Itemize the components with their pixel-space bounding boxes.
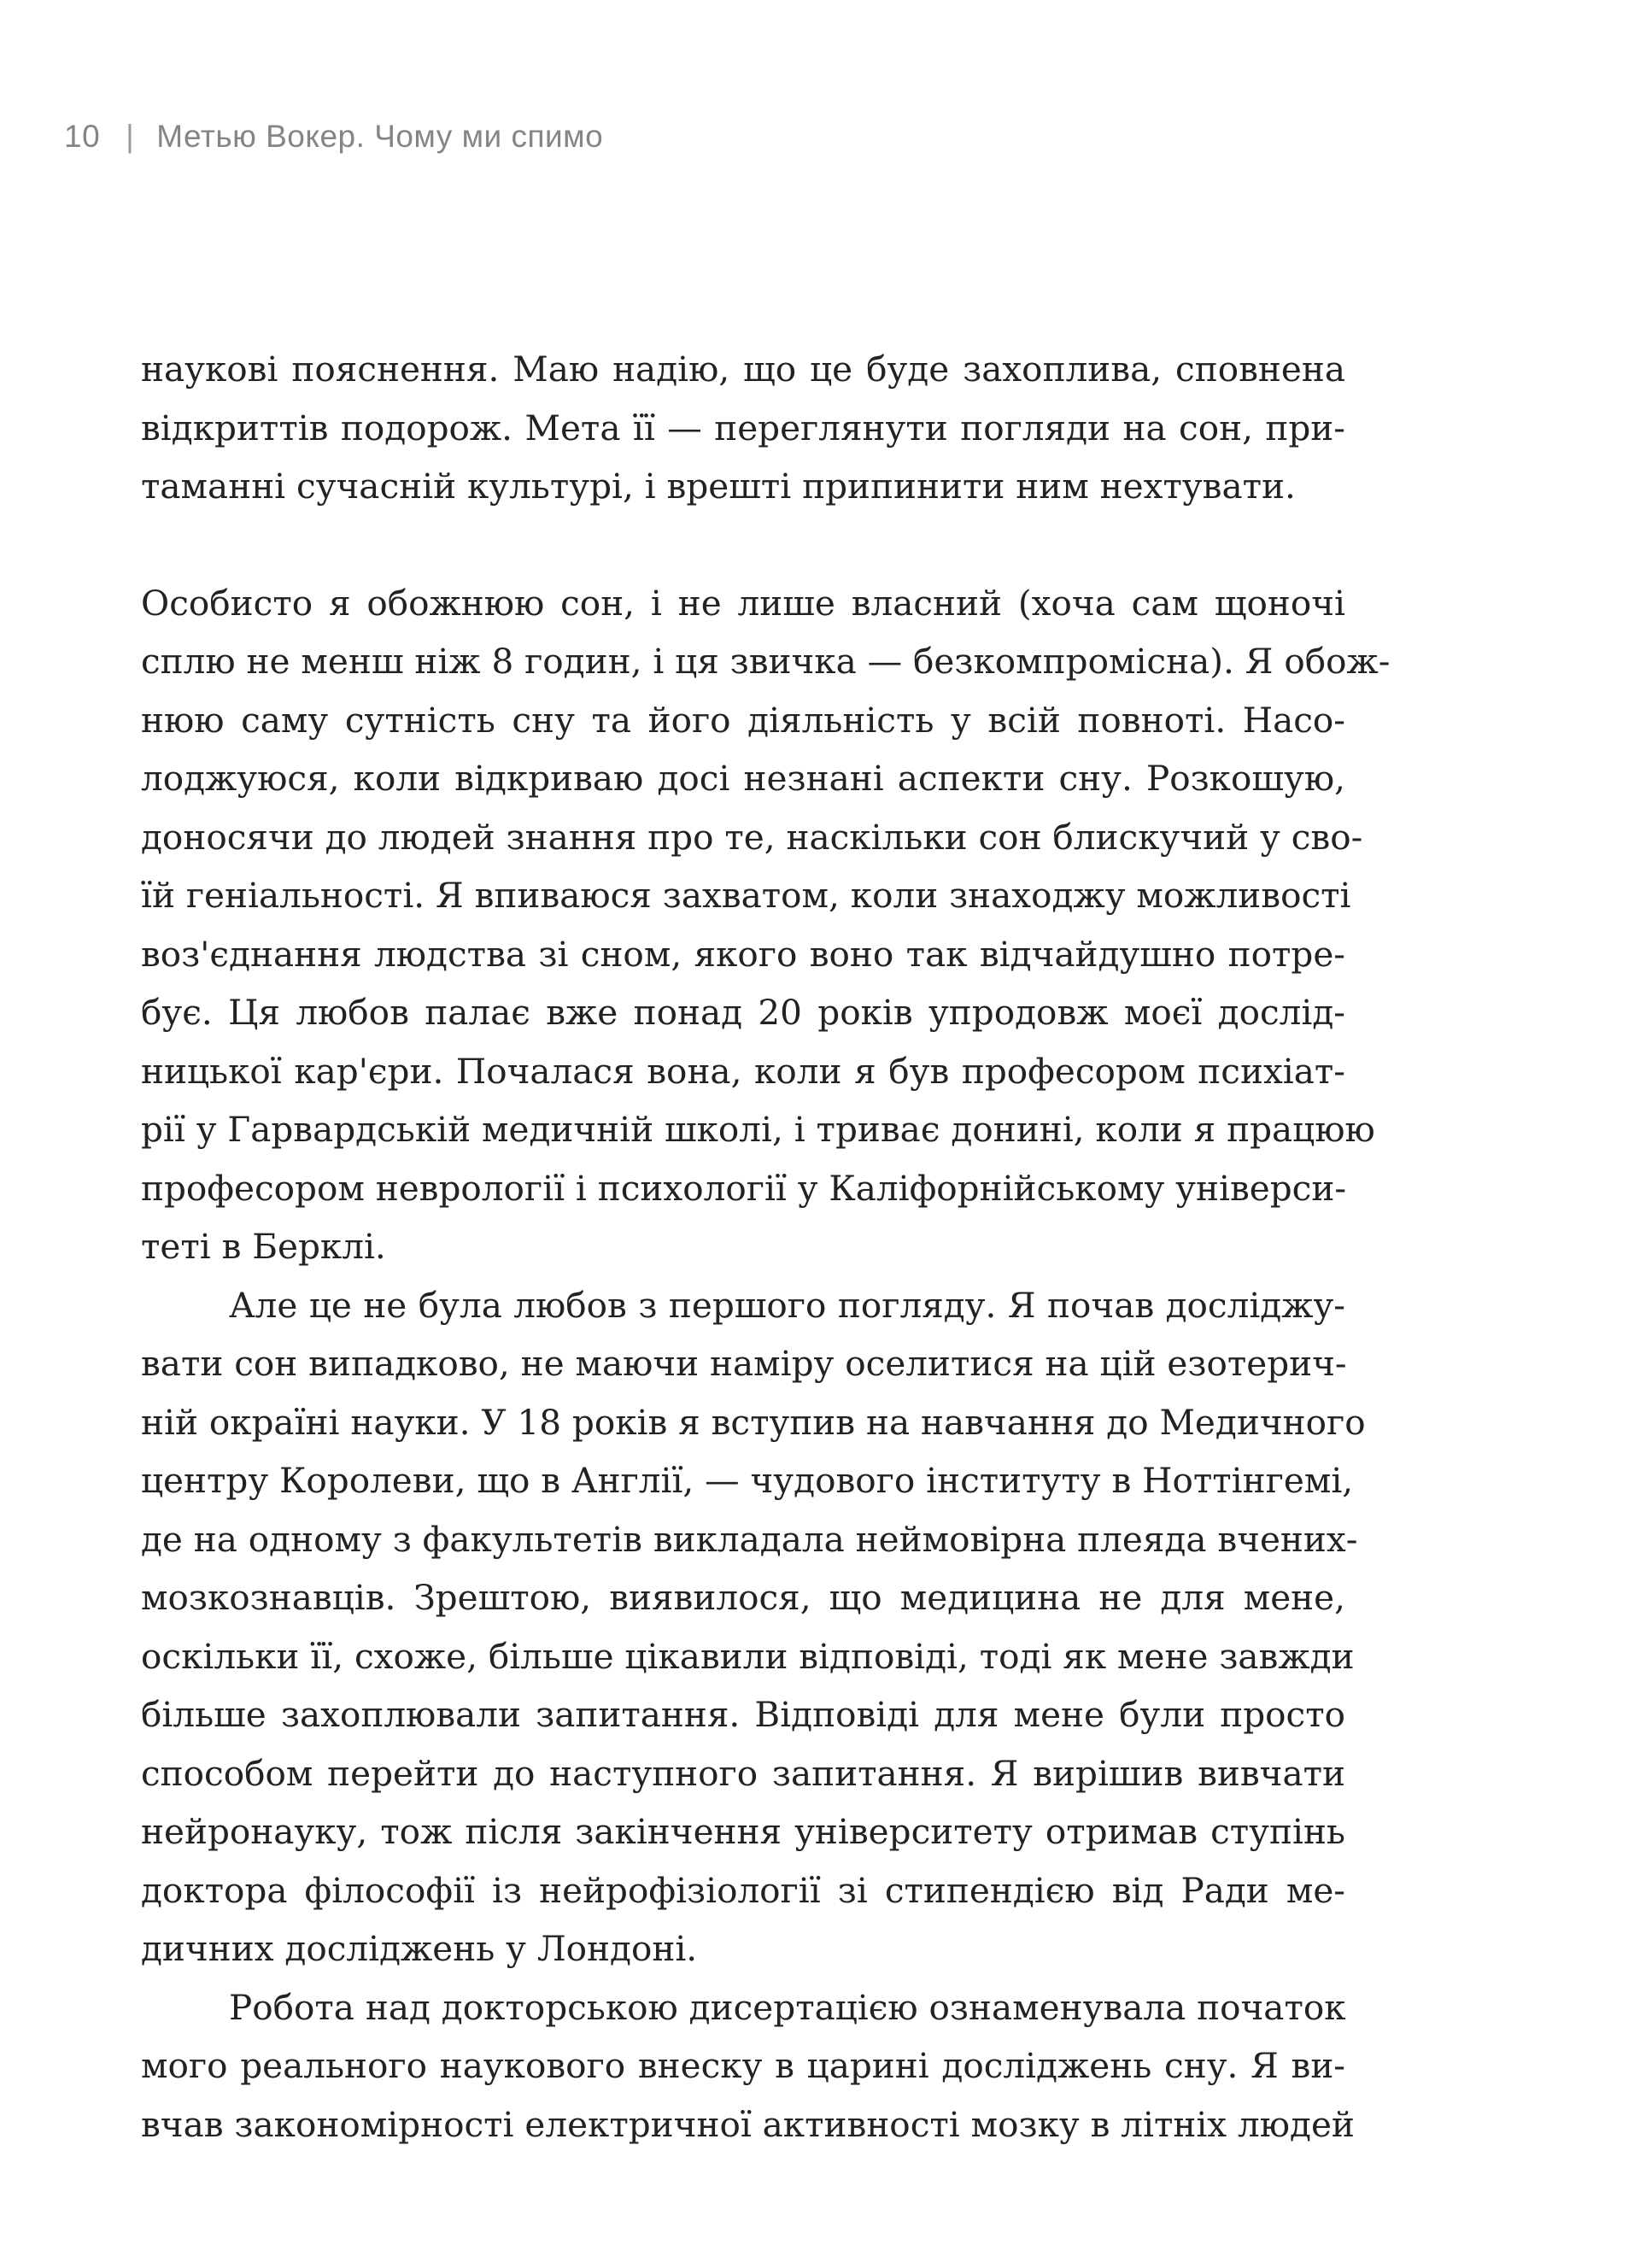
text-line: рії у Гарвардській медичній школі, і триває донині, коли я працюю xyxy=(141,1109,1375,1150)
text-line: бує. Ця любов палає вже понад 20 років упродовж моєї дослід- xyxy=(141,992,1345,1033)
section-break xyxy=(141,516,1345,574)
text-line: більше захоплювали запитання. Відповіді для мене були просто xyxy=(141,1694,1345,1735)
text-line: вчав закономірності електричної активності мозку в літніх людей xyxy=(141,2103,1355,2145)
running-title: Метью Вокер. Чому ми спимо xyxy=(156,119,604,154)
text-line: Робота над докторською дисертацією ознаменувала початок xyxy=(229,1986,1346,2028)
text-line: доносячи до людей знання про те, наскільки сон блискучий у сво- xyxy=(141,816,1363,858)
text-line: Але це не була любов з першого погляду. Я почав досліджу- xyxy=(229,1284,1345,1326)
text-line: їй геніальності. Я впиваюся захватом, коли знаходжу можливості xyxy=(141,875,1351,916)
text-line: способом перейти до наступного запитання. Я вирішив вивчати xyxy=(141,1752,1345,1794)
text-line: професором неврології і психології у Каліфорнійському універси- xyxy=(141,1167,1347,1209)
header-separator: | xyxy=(126,119,135,154)
text-line: оскільки її, схоже, більше цікавили відповіді, тоді як мене завжди xyxy=(141,1635,1355,1677)
text-line: нюю саму сутність сну та його діяльність у всій повноті. Насо- xyxy=(141,699,1345,741)
text-line: ницької кар'єри. Почалася вона, коли я був професором психіат- xyxy=(141,1050,1345,1092)
body-text xyxy=(141,340,1391,2154)
paragraph-1 xyxy=(141,340,1345,516)
page-number: 10 xyxy=(64,119,101,154)
text-line: вати сон випадково, не маючи наміру оселитися на цій езотерич- xyxy=(141,1343,1347,1384)
text-line: відкриттів подорож. Мета її — переглянути погляди на сон, при- xyxy=(141,407,1345,448)
running-head xyxy=(64,114,603,159)
text-line: мого реального наукового внеску в царині досліджень сну. Я ви- xyxy=(141,2045,1345,2086)
text-line: теті в Берклі. xyxy=(141,1226,386,1267)
text-line: нейронауку, тож після закінчення університету отримав ступінь xyxy=(141,1811,1345,1852)
text-line: сплю не менш ніж 8 годин, і ця звичка — безкомпромісна). Я обож- xyxy=(141,641,1391,682)
text-line: центру Королеви, що в Англії, — чудового інституту в Ноттінгемі, xyxy=(141,1460,1354,1501)
text-line: ній окраїні науки. У 18 років я вступив на навчання до Медичного xyxy=(141,1401,1366,1443)
text-line: доктора філософії із нейрофізіології зі стипендією від Ради ме- xyxy=(141,1869,1345,1911)
text-line: наукові пояснення. Маю надію, що це буде захоплива, сповнена xyxy=(141,349,1345,390)
text-line: дичних досліджень у Лондоні. xyxy=(141,1928,698,1969)
paragraph-2 xyxy=(141,574,1391,1276)
text-line: лоджуюся, коли відкриваю досі незнані аспекти сну. Розкошую, xyxy=(141,758,1345,799)
text-line: де на одному з факультетів викладала неймовірна плеяда вчених- xyxy=(141,1518,1358,1560)
text-line: таманні сучасній культурі, і врешті припинити ним нехтувати. xyxy=(141,466,1296,507)
text-line: Особисто я обожнюю сон, і не лише власний (хоча сам щоночі xyxy=(141,582,1345,624)
text-line: воз'єднання людства зі сном, якого воно так відчайдушно потре- xyxy=(141,933,1345,975)
paragraph-3 xyxy=(141,1276,1366,1978)
paragraph-4 xyxy=(141,1978,1355,2154)
text-line: мозкознавців. Зрештою, виявилося, що медицина не для мене, xyxy=(141,1577,1345,1618)
